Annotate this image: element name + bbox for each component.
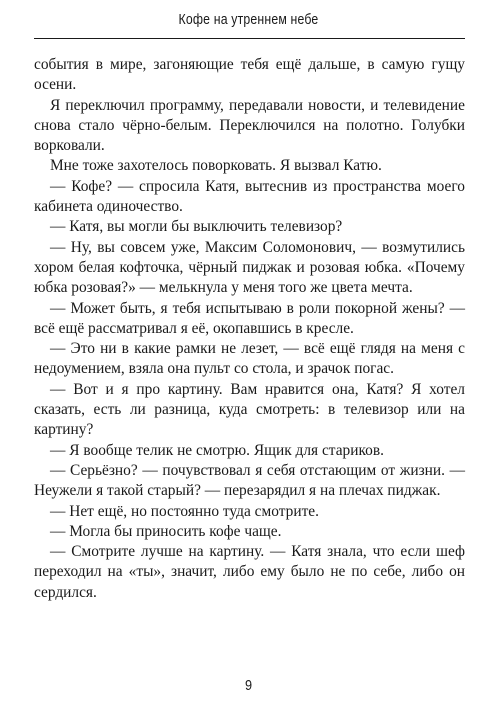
- paragraph-3: Мне тоже захотелось поворковать. Я вызвал Катю.: [50, 157, 382, 175]
- body-text: [34, 55, 465, 603]
- paragraph-1: события в мире, загоняющие тебя ещё дальше, в самую гущу осени.: [34, 56, 465, 94]
- running-title: Кофе на утреннем небе: [178, 11, 319, 28]
- paragraph-7: — Может быть, я тебя испытываю в роли покорной жены? — всё ещё рассматривал я её, окопавшись в кресле.: [34, 299, 465, 337]
- paragraph-14: — Смотрите лучше на картину. — Катя знала, что если шеф переходил на «ты», значит, либо ему было не по себе, либо он сердился.: [34, 543, 465, 601]
- paragraph-5: — Катя, вы могли бы выключить телевизор?: [50, 218, 343, 236]
- paragraph-9: — Вот и я про картину. Вам нравится она, Катя? Я хотел сказать, есть ли разница, куда смотреть: в телевизор или на картину?: [34, 380, 465, 439]
- paragraph-4: — Кофе? — спросила Катя, вытеснив из пространства моего кабинета одиночество.: [34, 177, 465, 216]
- paragraph-2: Я переключил программу, передавали новости, и телевидение снова стало чёрно-белым. Переключился на полотно. Голубки ворковали.: [34, 96, 465, 155]
- header-rule: [34, 38, 465, 39]
- paragraph-10: — Я вообще телик не смотрю. Ящик для стариков.: [50, 441, 384, 459]
- paragraph-12: — Нет ещё, но постоянно туда смотрите.: [50, 502, 319, 520]
- page-number: 9: [244, 677, 253, 694]
- paragraph-6: — Ну, вы совсем уже, Максим Соломонович, — возмутились хором белая кофточка, чёрный пиджак и розовая юбка. «Почему юбка розовая?» — мелькнула у меня того же цвета мечта.: [34, 238, 465, 297]
- paragraph-13: — Могла бы приносить кофе чаще.: [50, 522, 282, 540]
- paragraph-11: — Серьёзно? — почувствовал я себя отстающим от жизни. — Неужели я такой старый? — перезарядил я на плечах пиджак.: [34, 461, 465, 500]
- paragraph-8: — Это ни в какие рамки не лезет, — всё ещё глядя на меня с недоумением, взяла она пульт со стола, и зрачок погас.: [34, 340, 465, 378]
